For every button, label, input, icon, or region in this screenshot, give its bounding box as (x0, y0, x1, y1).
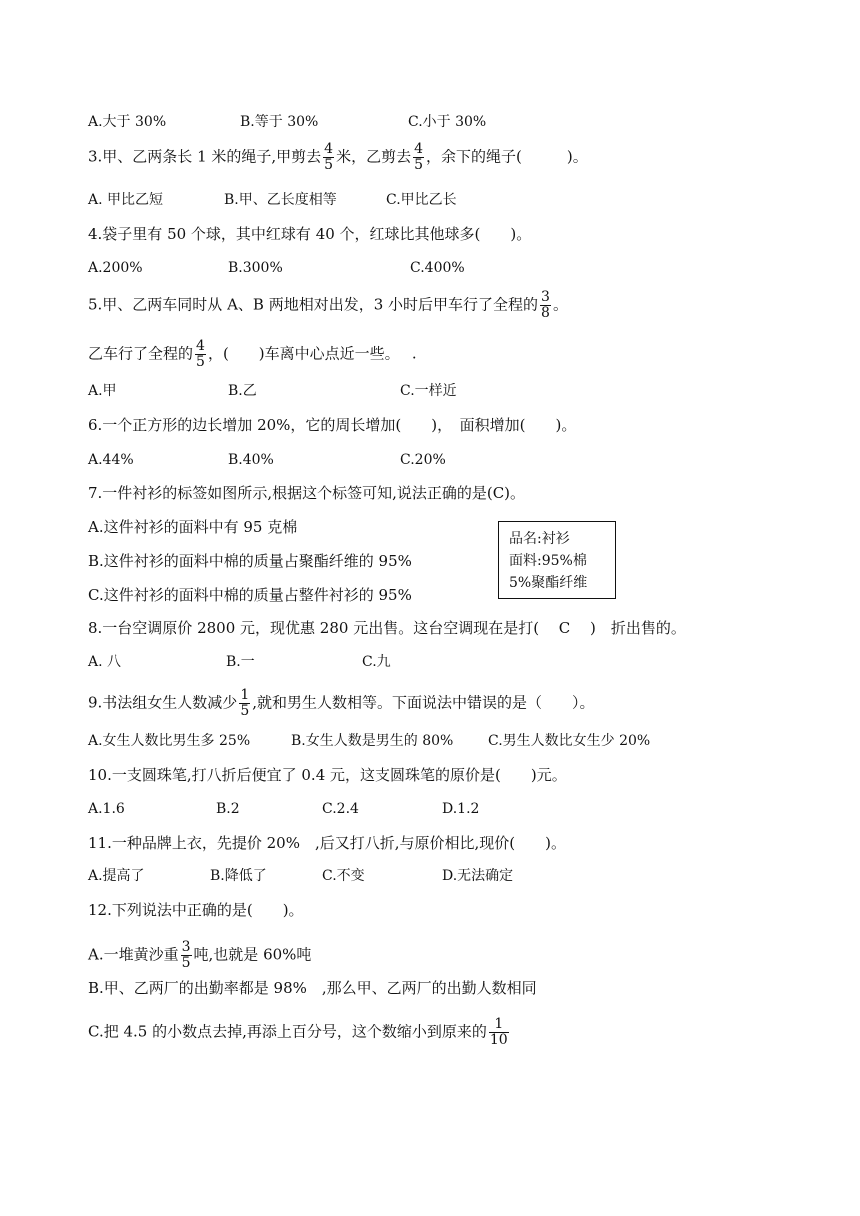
q6-option-c: C.20% (400, 452, 446, 468)
q8-question: 8.一台空调原价 2800 元，现优惠 280 元出售。这台空调现在是打( C ) 折出售的。 (88, 619, 686, 637)
q11-question: 11.一种品牌上衣，先提价 20% ,后又打八折,与原价相比,现价( )。 (88, 834, 566, 852)
q6-question: 6.一个正方形的边长增加 20%，它的周长增加( )， 面积增加( )。 (88, 416, 577, 434)
label-line: 面料:95%棉 (509, 553, 587, 569)
q4-question: 4.袋子里有 50 个球，其中红球有 40 个，红球比其他球多( )。 (88, 225, 532, 243)
q5-option-a: A.甲 (88, 383, 117, 399)
q9-question: 9.书法组女生人数减少 $\frac{1}{5}$ ,就和男生人数相等。下面说法中错误的是（ ）。 (88, 687, 595, 719)
q7-question: 7.一件衬衫的标签如图所示,根据这个标签可知,说法正确的是(C)。 (88, 484, 526, 502)
q10-option-d: D.1.2 (442, 801, 480, 817)
shirt-label-box (498, 521, 616, 599)
fraction: $\frac{4}{5}$ (414, 141, 424, 173)
label-line: 5%聚酯纤维 (509, 575, 588, 591)
fraction: $\frac{3}{5}$ (181, 939, 191, 971)
q6-option-a: A.44% (88, 452, 134, 468)
q3-question: 3.甲、乙两条长 1 米的绳子,甲剪去 $\frac{4}{5}$ 米，乙剪去 $\frac{4}{5}$ ，余下的绳子( )。 (88, 141, 588, 173)
q2-option-c: C.小于 30% (408, 114, 487, 130)
q9-option-b: B.女生人数是男生的 80% (291, 733, 454, 749)
q12-option-c: C.把 4.5 的小数点去掉,再添上百分号，这个数缩小到原来的 $\frac{1}{10}$ (88, 1016, 508, 1048)
q3-option-b: B.甲、乙长度相等 (224, 192, 337, 208)
q6-option-b: B.40% (228, 452, 274, 468)
q7-option-b: B.这件衬衫的面料中棉的质量占聚酯纤维的 95% (88, 552, 412, 570)
fraction: $\frac{4}{5}$ (196, 338, 205, 370)
q8-option-b: B.一 (226, 654, 255, 670)
q11-option-a: A.提高了 (88, 868, 145, 884)
q4-option-b: B.300% (228, 260, 283, 276)
q8-option-a: A. 八 (88, 654, 122, 670)
q10-option-a: A.1.6 (88, 801, 125, 817)
q11-option-c: C.不变 (322, 868, 365, 884)
q4-option-c: C.400% (410, 260, 465, 276)
q10-option-c: C.2.4 (322, 801, 359, 817)
q2-option-b: B.等于 30% (240, 114, 319, 130)
q3-option-c: C.甲比乙长 (386, 192, 457, 208)
q7-option-c: C.这件衬衫的面料中棉的质量占整件衬衫的 95% (88, 586, 412, 604)
q12-question: 12.下列说法中正确的是( )。 (88, 901, 304, 919)
fraction: $\frac{3}{8}$ (541, 289, 550, 321)
q9-option-c: C.男生人数比女生少 20% (488, 733, 651, 749)
q5-option-c: C.一样近 (400, 383, 457, 399)
fraction: $\frac{4}{5}$ (324, 141, 334, 173)
q3-option-a: A. 甲比乙短 (88, 192, 164, 208)
fraction: $\frac{1}{5}$ (240, 687, 250, 719)
q11-option-b: B.降低了 (210, 868, 267, 884)
q8-option-c: C.九 (362, 654, 391, 670)
q11-option-d: D.无法确定 (442, 868, 514, 884)
q12-option-a: A.一堆黄沙重 $\frac{3}{5}$ 吨,也就是 60%吨 (88, 939, 312, 971)
fraction: $\frac{1}{10}$ (489, 1016, 508, 1048)
q5-option-b: B.乙 (228, 383, 257, 399)
q12-option-b: B.甲、乙两厂的出勤率都是 98% ,那么甲、乙两厂的出勤人数相同 (88, 979, 537, 997)
q5-question-line2: 乙车行了全程的 $\frac{4}{5}$ ，( )车离中心点近一些。 . (88, 338, 417, 370)
q2-option-a: A.大于 30% (88, 114, 167, 130)
label-line: 品名:衬衫 (509, 531, 570, 547)
q5-question-line1: 5.甲、乙两车同时从 A、B 两地相对出发，3 小时后甲车行了全程的 $\frac{3}{8}$ 。 (88, 289, 568, 321)
q10-question: 10.一支圆珠笔,打八折后便宜了 0.4 元，这支圆珠笔的原价是( )元。 (88, 766, 567, 784)
q9-option-a: A.女生人数比男生多 25% (88, 733, 251, 749)
q10-option-b: B.2 (216, 801, 240, 817)
q4-option-a: A.200% (88, 260, 143, 276)
q7-option-a: A.这件衬衫的面料中有 95 克棉 (88, 518, 298, 536)
